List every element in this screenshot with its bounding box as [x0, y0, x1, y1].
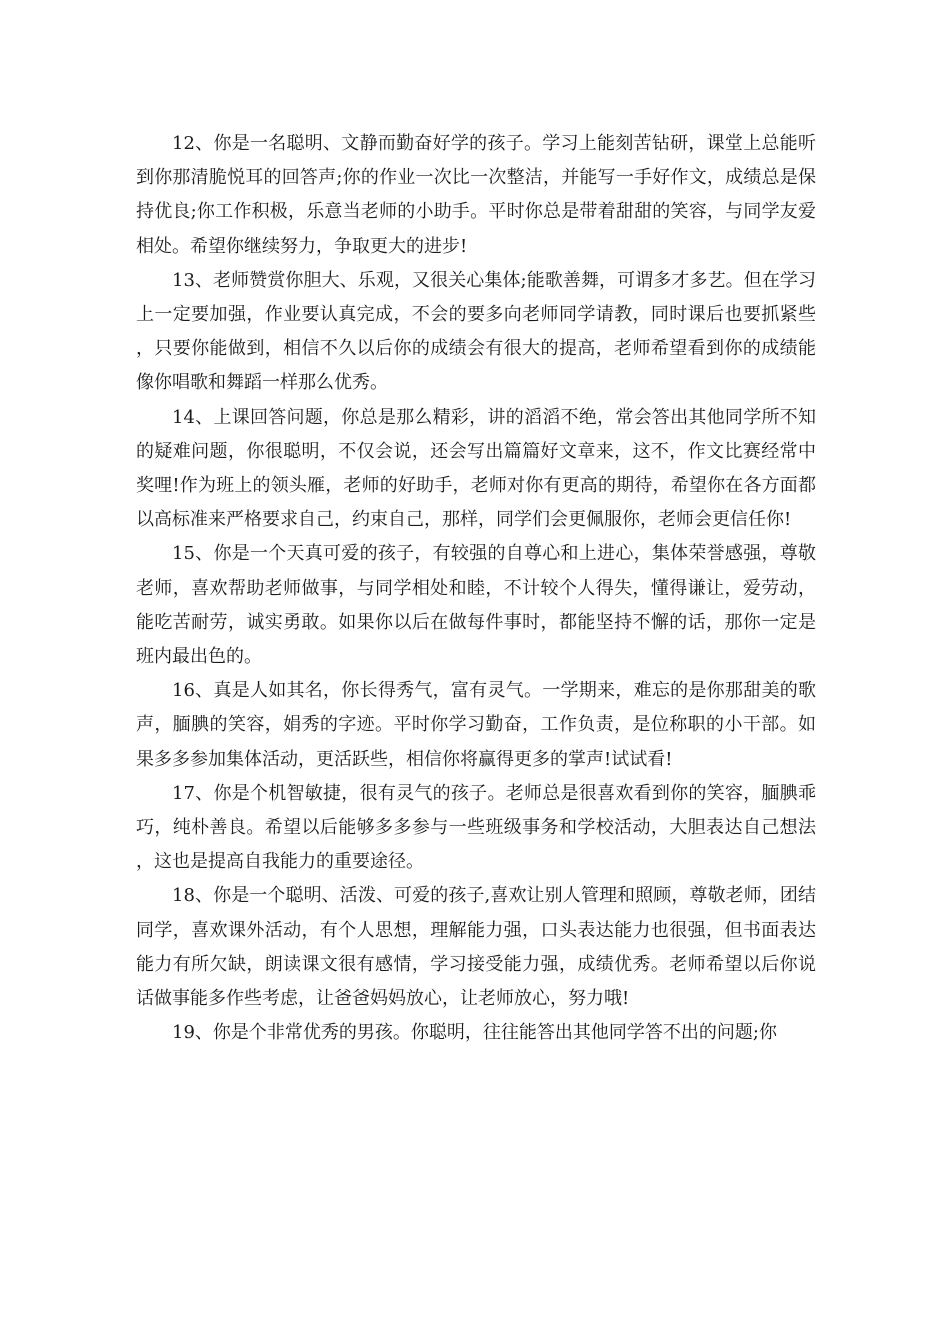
comment-paragraph-16: 16、真是人如其名，你长得秀气，富有灵气。一学期来，难忘的是你那甜美的歌声，腼腆的笑容，娟秀的字迹。平时你学习勤奋，工作负责，是位称职的小干部。如果多多参加集体活动，更活跃些，相信你将赢得更多的掌声!试试看!: [136, 680, 816, 770]
comment-paragraph-14: 14、上课回答问题，你总是那么精彩，讲的滔滔不绝，常会答出其他同学所不知的疑难问题，你很聪明，不仅会说，还会写出篇篇好文章来，这不，作文比赛经常中奖哩!作为班上的领头雁，老师的好助手，老师对你有更高的期待，希望你在各方面都以高标准来严格要求自己，约束自己，那样，同学们会更佩服你，老师会更信任你!: [136, 406, 816, 531]
comment-paragraph-13: 13、老师赞赏你胆大、乐观，又很关心集体;能歌善舞，可谓多才多艺。但在学习上一定要加强，作业要认真完成，不会的要多向老师同学请教，同时课后也要抓紧些，只要你能做到，相信不久以后你的成绩会有很大的提高，老师希望看到你的成绩能像你唱歌和舞蹈一样那么优秀。: [136, 269, 816, 394]
document-body: [136, 127, 816, 1050]
comment-paragraph-12: 12、你是一名聪明、文静而勤奋好学的孩子。学习上能刻苦钻研，课堂上总能听到你那清脆悦耳的回答声;你的作业一次比一次整洁，并能写一手好作文，成绩总是保持优良;你工作积极，乐意当老师的小助手。平时你总是带着甜甜的笑容，与同学友爱相处。希望你继续努力，争取更大的进步!: [136, 133, 816, 257]
comment-paragraph-18: 18、你是一个聪明、活泼、可爱的孩子,喜欢让别人管理和照顾，尊敬老师，团结同学，喜欢课外活动，有个人思想，理解能力强，口头表达能力也很强，但书面表达能力有所欠缺，朗读课文很有感情，学习接受能力强，成绩优秀。老师希望以后你说话做事能多作些考虑，让爸爸妈妈放心，让老师放心，努力哦!: [136, 885, 816, 1010]
comment-paragraph-17: 17、你是个机智敏捷，很有灵气的孩子。老师总是很喜欢看到你的笑容，腼腆乖巧，纯朴善良。希望以后能够多多参与一些班级事务和学校活动，大胆表达自己想法，这也是提高自我能力的重要途径。: [136, 782, 816, 873]
comment-paragraph-19: 19、你是个非常优秀的男孩。你聪明，往往能答出其他同学答不出的问题;你: [172, 1022, 777, 1044]
comment-paragraph-15: 15、你是一个天真可爱的孩子，有较强的自尊心和上进心，集体荣誉感强，尊敬老师，喜欢帮助老师做事，与同学相处和睦，不计较个人得失，懂得谦让，爱劳动，能吃苦耐劳，诚实勇敢。如果你以后在做每件事时，都能坚持不懈的话，那你一定是班内最出色的。: [136, 543, 816, 668]
